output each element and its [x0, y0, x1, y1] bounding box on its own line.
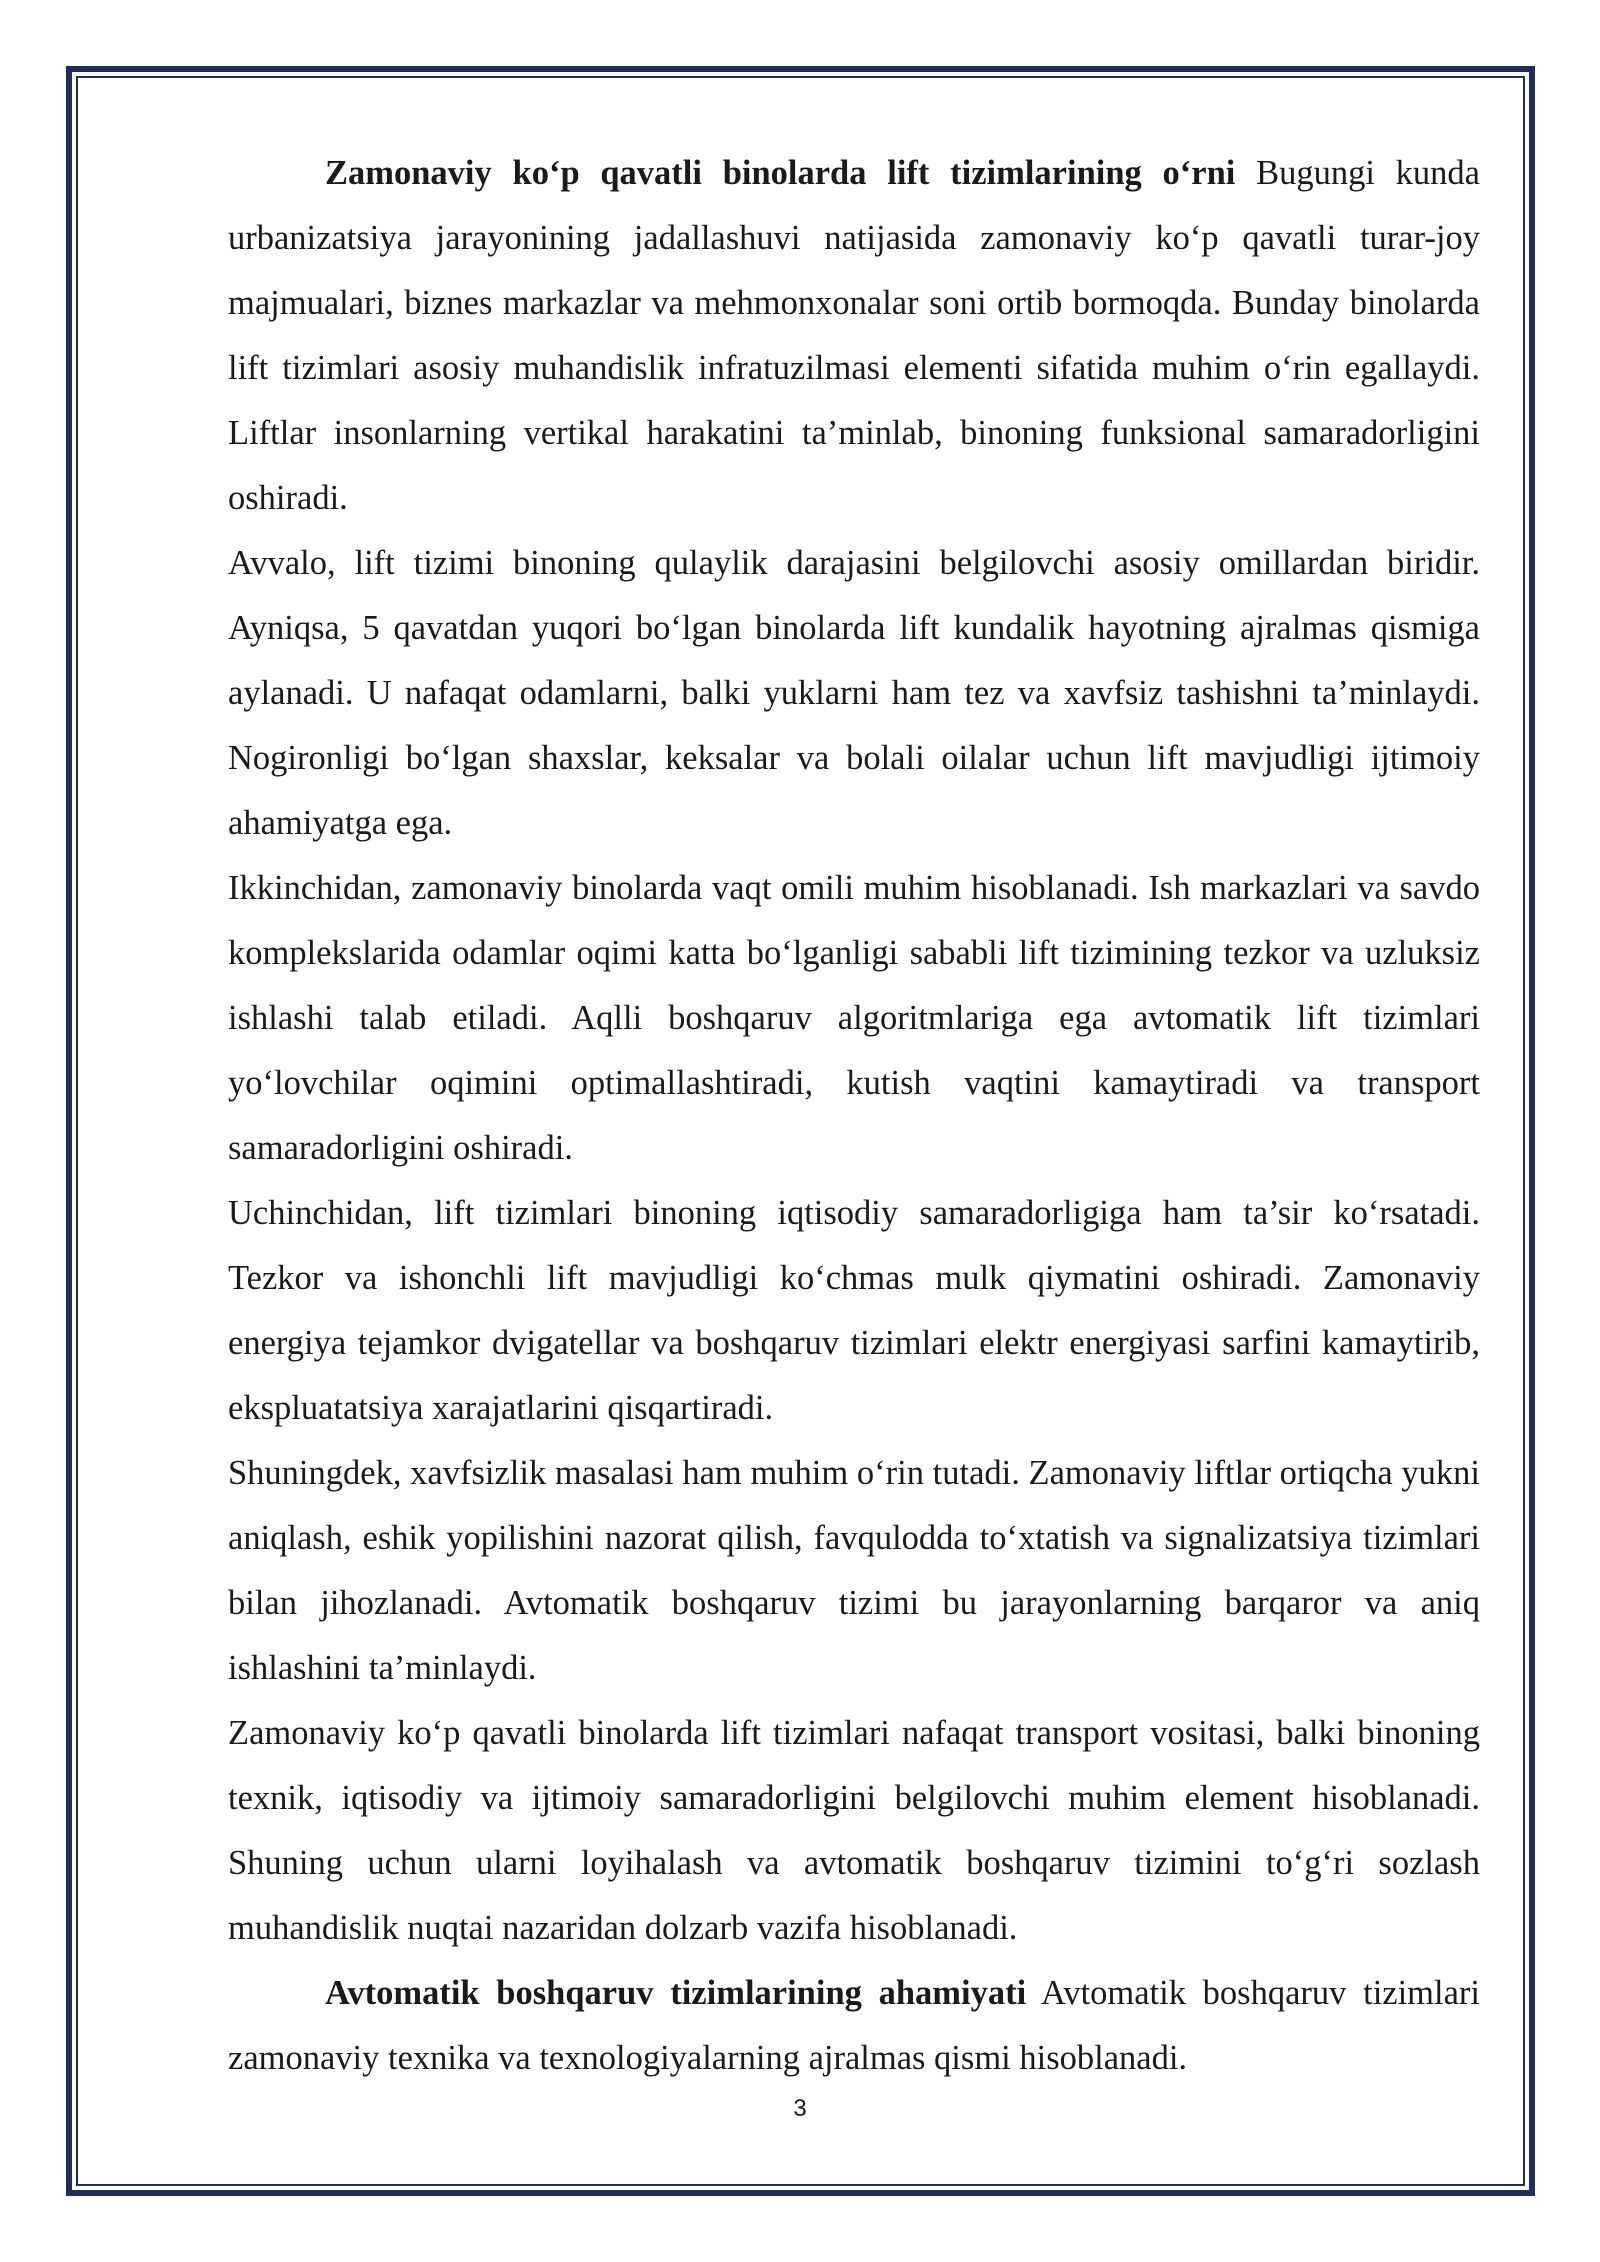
section-heading-automatic-control: Avtomatik boshqaruv tizimlarining ahamiyati — [325, 1974, 1027, 2012]
paragraph-1 — [228, 141, 1480, 531]
paragraph-6 — [228, 1701, 1480, 1961]
paragraph-2 — [228, 531, 1480, 856]
paragraph-text: Avvalo, lift tizimi binoning qulaylik darajasini belgilovchi asosiy omillardan biridir. Ayniqsa, 5 qavatdan yuqori bo‘lgan binolarda lift kundalik hayotning ajralmas qismiga aylanadi. U nafaqat odamlarni, balki yuklarni ham tez va xavfsiz tashishni ta’minlaydi. Nogironligi bo‘lgan shaxslar, keksalar va bolali oilalar uchun lift mavjudligi ijtimoiy ahamiyatga ega. — [228, 544, 1480, 842]
paragraph-text: Zamonaviy ko‘p qavatli binolarda lift tizimlari nafaqat transport vositasi, balki binoning texnik, iqtisodiy va ijtimoiy samaradorligini belgilovchi muhim element hisoblanadi. Shuning uchun ularni loyihalash va avtomatik boshqaruv tizimini to‘g‘ri sozlash muhandislik nuqtai nazaridan dolzarb vazifa hisoblanadi. — [228, 1714, 1480, 1947]
paragraph-4 — [228, 1181, 1480, 1441]
paragraph-text: Bugungi kunda urbanizatsiya jarayonining jadallashuvi natijasida zamonaviy ko‘p qavatli turar-joy majmualari, biznes markazlar va mehmonxonalar soni ortib bormoqda. Bunday binolarda lift tizimlari asosiy muhandislik infratuzilmasi elementi sifatida muhim o‘rin egallaydi. Liftlar insonlarning vertikal harakatini ta’minlab, binoning funksional samaradorligini oshiradi. — [228, 154, 1480, 517]
paragraph-5 — [228, 1441, 1480, 1701]
paragraph-text: Ikkinchidan, zamonaviy binolarda vaqt omili muhim hisoblanadi. Ish markazlari va savdo komplekslarida odamlar oqimi katta bo‘lganligi sababli lift tizimining tezkor va uzluksiz ishlashi talab etiladi. Aqlli boshqaruv algoritmlariga ega avtomatik lift tizimlari yo‘lovchilar oqimini optimallashtiradi, kutish vaqtini kamaytiradi va transport samaradorligini oshiradi. — [228, 869, 1480, 1167]
section-heading-lift-systems: Zamonaviy ko‘p qavatli binolarda lift tizimlarining o‘rni — [325, 154, 1236, 192]
page-number: 3 — [793, 2095, 807, 2122]
document-body — [228, 141, 1480, 2091]
paragraph-3 — [228, 856, 1480, 1181]
paragraph-text: Shuningdek, xavfsizlik masalasi ham muhim o‘rin tutadi. Zamonaviy liftlar ortiqcha yukni aniqlash, eshik yopilishini nazorat qilish, favqulodda to‘xtatish va signalizatsiya tizimlari bilan jihozlanadi. Avtomatik boshqaruv tizimi bu jarayonlarning barqaror va aniq ishlashini ta’minlaydi. — [228, 1454, 1480, 1687]
paragraph-7 — [228, 1961, 1480, 2091]
paragraph-text: Avtomatik boshqaruv tizimlari zamonaviy texnika va texnologiyalarning ajralmas qismi hisoblanadi. — [228, 1974, 1480, 2077]
paragraph-text: Uchinchidan, lift tizimlari binoning iqtisodiy samaradorligiga ham ta’sir ko‘rsatadi. Tezkor va ishonchli lift mavjudligi ko‘chmas mulk qiymatini oshiradi. Zamonaviy energiya tejamkor dvigatellar va boshqaruv tizimlari elektr energiyasi sarfini kamaytirib, ekspluatatsiya xarajatlarini qisqartiradi. — [228, 1194, 1480, 1427]
